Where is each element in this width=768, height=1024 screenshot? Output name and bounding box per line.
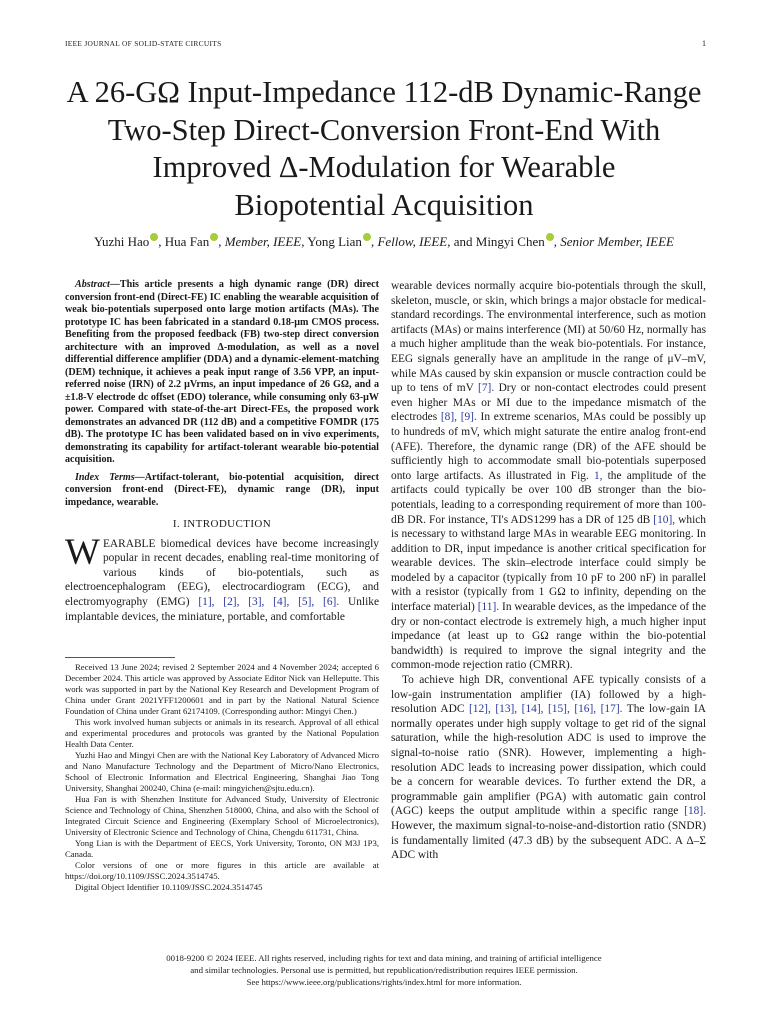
author-name: Yuzhi Hao [94, 234, 150, 249]
body-text: In wearable devices, as the impedance of the dry or non-contact electrode is extremely high, a much higher input impedance (at least up to GΩ range within the bio-potential bandwidth) is required to improve the signal integrity and the common-mode rejection ratio (CMRR). [391, 601, 706, 672]
citation-link[interactable]: [18]. [684, 805, 706, 818]
intro-text: EARABLE biomedical devices have become increasingly popular in recent decades, enabling real-time monitoring of various kinds of bio-potentials, such as electroencephalogram (EEG), electrocardiogram (ECG), and electromyography (EMG) [65, 537, 379, 608]
body-text: Dry or non-contact electrodes could present even higher MAs or MI due to the impedance mismatch of the electrodes [391, 382, 706, 424]
body-paragraph [391, 673, 706, 863]
body-text: In extreme scenarios, MAs could be possibly up to hundreds of mV, which might saturate the entire analog front-end (AFE). Therefore, the dynamic range (DR) of the AFE should be sufficiently high to accommodate small bio-potentials superposed onto large artifacts. As illustrated in Fig. [391, 411, 706, 482]
intro-text-tail: Unlike implantable devices, the miniature, portable, and comfortable [65, 595, 379, 623]
body-paragraph [391, 279, 706, 673]
figure-link[interactable]: 1, [593, 469, 603, 482]
author-list: Yuzhi Hao , Hua Fan , Member, IEEE, Yong Lian , Fellow, IEEE, and Mingyi Chen , Senior Member, IEEE [94, 234, 674, 249]
citation-link[interactable]: [11]. [477, 601, 500, 614]
copyright-line: See https://www.ieee.org/publications/rights/index.html for more information. [246, 977, 522, 987]
abstract-body: This article presents a high dynamic range (DR) direct conversion front-end (Direct-FE) IC enabling the wearable acquisition of weak bio-potentials superposed onto large motion artifacts (MAs). The prototype IC has been fabricated in a standard 0.18-μm CMOS process. Benefiting from the proposed feedback (FB) two-step direct conversion architecture with an improved Δ-modulation, as well as a novel differential difference amplifier (DDA) and a dynamic-element-matching (DEM) technique, it achieves a peak input range of 3.56 VPP, an input-referred noise (IRN) of 2.2 μVrms, an input impedance of 26 GΩ, and a ±1.8-V electrode dc offset (EDO) tolerance, while consuming only 63-μW power. Compared with state-of-the-art Direct-FEs, the proposed work demonstrates an advanced DR (112 dB) and a competitive FOMDR (175 dB). The prototype IC has been validated based on in vivo experiments, demonstrating its capability for artifact-tolerant wearable bio-potential acquisition. [65, 279, 379, 465]
abstract [65, 279, 379, 467]
copyright-line: and similar technologies. Personal use is permitted, but republication/redistribution requires IEEE permission. [190, 965, 578, 975]
citation-link[interactable]: [7]. [478, 382, 495, 395]
running-header-journal: IEEE JOURNAL OF SOLID-STATE CIRCUITS [65, 39, 222, 48]
author-role: Fellow, IEEE [377, 234, 448, 249]
drop-cap: W [65, 531, 100, 573]
citation-link[interactable]: [1], [2], [3], [4], [5], [6]. [198, 595, 340, 608]
orcid-icon[interactable] [363, 233, 371, 241]
title-line-1: A 26-GΩ Input-Impedance 112-dB Dynamic-Range [66, 75, 702, 109]
page-number: 1 [702, 39, 706, 48]
orcid-icon[interactable] [210, 233, 218, 241]
title-line-4: Biopotential Acquisition [234, 187, 534, 222]
footnote-color-versions: Color versions of one or more figures in this article are available at https://doi.org/10.1109/JSSC.2024.3514745. [65, 860, 379, 881]
index-terms-label: Index Terms— [75, 471, 145, 483]
orcid-icon[interactable] [546, 233, 554, 241]
body-text: wearable devices normally acquire bio-potentials through the skull, skeleton, muscle, or skin, which brings a major obstacle for medical-standard recordings. The environmental interference, such as motion artifacts (MAs) or mains interference (MI) at 50/60 Hz, normally has a much higher amplitude than the weak bio-potentials. For instance, EEG signals generally have an amplitude in the range of μV–mV, while MAs caused by skin expansion or muscle contraction could be up to tens of mV [391, 280, 706, 395]
footnote-ethics: This work involved human subjects or animals in its research. Approval of all ethical and experimental procedures and protocols was granted by the National Population Health Data Center. [65, 717, 379, 749]
abstract-label: Abstract— [75, 279, 120, 290]
footnote-affiliation: Yuzhi Hao and Mingyi Chen are with the National Key Laboratory of Advanced Micro and Nano Manufacture Technology and the Department of Micro/Nano Electronics, School of Electronic Information and Electrical Engineering, Shanghai Jiao Tong University, Shanghai 200240, China (e-mail: mingyichen@sjtu.edu.cn). [65, 750, 379, 793]
author-name: Yong Lian [307, 234, 362, 249]
intro-paragraph [65, 531, 379, 625]
body-text: However, the maximum signal-to-noise-and-distortion ratio (SNDR) is fundamentally limited (47.3 dB) by the subsequent ADC. A Δ–Σ ADC with [391, 819, 706, 862]
orcid-icon[interactable] [150, 233, 158, 241]
footnote-divider [65, 657, 175, 658]
body-text: the amplitude of the artifacts could typically be over 100 dB stronger than the bio-potentials, leading to a corresponding requirement of more than 100-dB DR. For instance, TI's ADS1299 has a DR of 125 dB [391, 469, 706, 526]
copyright-notice [40, 952, 728, 988]
index-terms-body: Artifact-tolerant, bio-potential acquisition, direct conversion front-end (Direct-FE), dynamic range (DR), input impedance, wearable. [65, 471, 379, 508]
citation-link[interactable]: [12], [13], [14], [15], [16], [17]. [469, 703, 623, 716]
right-column [391, 279, 706, 863]
footnote-affiliation: Hua Fan is with Shenzhen Institute for Advanced Study, University of Electronic Science and Technology of China, Shenzhen 518000, China, and also with the School of Integrated Circuit Science and Engineering (Exemplary School of Microelectronics), University of Electronic Science and Technology of China, Chengdu 611731, China. [65, 794, 379, 837]
author-name: Mingyi Chen [475, 234, 545, 249]
author-name: Hua Fan [164, 234, 210, 249]
copyright-line: 0018-9200 © 2024 IEEE. All rights reserved, including rights for text and data mining, and training of artificial intelligence [166, 953, 602, 963]
footnote-affiliation: Yong Lian is with the Department of EECS, York University, Toronto, ON M3J 1P3, Canada. [65, 838, 379, 859]
citation-link[interactable]: [10], [653, 513, 676, 526]
index-terms [65, 472, 379, 510]
body-text: The low-gain IA normally operates under high supply voltage to get rid of the signal saturation, while the high-resolution ADC is used to improve the signal-to-noise ratio (SNR). However, implementing a high-resolution ADC leads to increasing power dissipation, which could be a concern for wearable devices. To further extend the DR, a programmable gain amplifier (PGA) with automatic gain control (AGC) keeps the output amplitude within a specific range [391, 703, 706, 818]
footnote-received: Received 13 June 2024; revised 2 September 2024 and 4 November 2024; accepted 6 December 2024. This article was approved by Associate Editor Nick van Helleputte. This work was supported in part by the National Key Research and Development Program of China under Grant 2021YFF1200601 and in part by the National Natural Science Foundation of China under Grant 62174109. (Corresponding author: Mingyi Chen.) [65, 662, 379, 716]
left-column [65, 279, 379, 624]
title-line-3: Improved Δ-Modulation for Wearable [152, 150, 616, 184]
section-heading-introduction: I. INTRODUCTION [172, 518, 272, 530]
body-text: which is necessary to withstand large MAs in wearable EEG monitoring. In addition to DR, input impedance is another critical specification for wearable devices. The skin–electrode interface could simply be modeled by a capacitor (typically from 10 pF to 200 nF) in parallel with a resistor (typically from 1 GΩ to infinity, depending on the interface material) [391, 513, 706, 614]
body-text: To achieve high DR, conventional AFE typically consists of a low-gain instrumentation amplifier (IA) followed by a high-resolution ADC [391, 674, 706, 716]
citation-link[interactable]: [8], [9]. [440, 411, 477, 424]
author-role: Member, IEEE [224, 234, 302, 249]
footnotes [65, 662, 379, 893]
footnote-doi: Digital Object Identifier 10.1109/JSSC.2024.3514745 [75, 882, 263, 892]
author-role: Senior Member, IEEE [560, 234, 674, 249]
paper-title [40, 74, 728, 224]
title-line-2: Two-Step Direct-Conversion Front-End With [107, 112, 661, 147]
